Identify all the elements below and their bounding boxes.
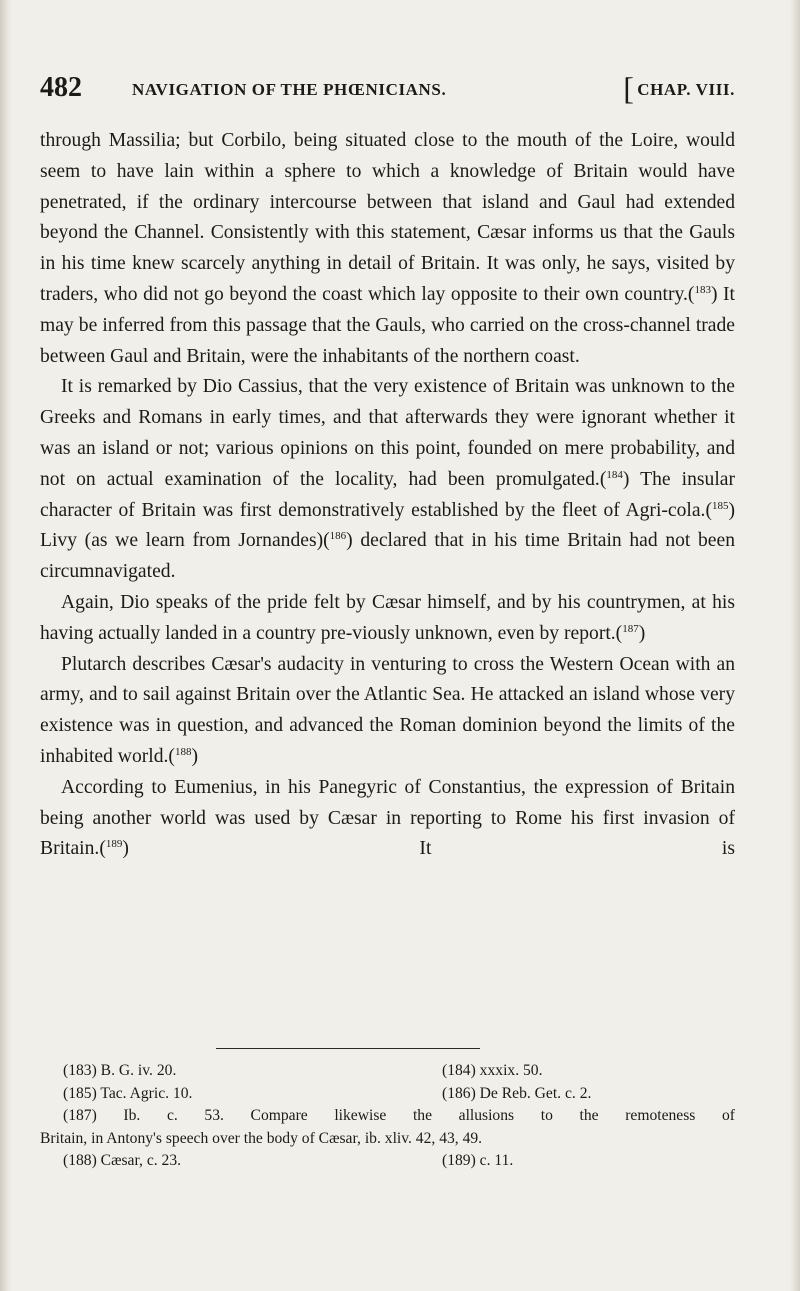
chapter-reference	[623, 70, 735, 106]
footnote-row	[40, 1150, 735, 1173]
running-title: NAVIGATION OF THE PHŒNICIANS.	[132, 80, 447, 99]
paragraph-5	[40, 773, 735, 865]
page-header	[40, 70, 735, 110]
footnote-184: (184) xxxix. 50.	[442, 1062, 543, 1079]
footnote-ref: 187	[622, 622, 639, 635]
main-text	[40, 126, 735, 865]
footnote-189: (189) c. 11.	[442, 1152, 514, 1169]
footnote-row	[40, 1083, 735, 1106]
text-run: It is remarked by Dio Cassius, that the very existence of Britain was unknown to the Greeks and Romans in early times, and that afterwards they were ignorant whether it was an island or not; various opinions on this point, founded on mere probability, and not on actual examination of the locality, had been promulgated.(	[40, 376, 735, 490]
text-run: )	[638, 622, 646, 644]
footnote-ref: 183	[694, 283, 711, 296]
text-run: ) Livy (as we learn from Jornandes)(	[40, 499, 735, 552]
footnote-187-line-2: Britain, in Antony's speech over the body of Cæsar, ib. xliv. 42, 43, 49.	[40, 1129, 483, 1147]
footnote-ref: 189	[105, 838, 123, 851]
text-run: )	[191, 745, 198, 767]
paragraph-3	[40, 588, 735, 650]
text-run: According to Eumenius, in his Panegyric of Constantius, the expression of Britain being another world was used by Cæsar in reporting to Rome his first invasion of Britain.(	[40, 776, 735, 860]
footnote-ref: 185	[711, 499, 729, 512]
page-left-shadow	[0, 0, 12, 1291]
text-run: ) The insular character of Britain was first demonstratively established by the fleet of Agri-cola.(	[40, 468, 735, 521]
page-right-edge	[790, 0, 800, 1291]
text-run: ) It may be inferred from this passage that the Gauls, who carried on the cross-channel trade between Gaul and Britain, were the inhabitants of the northern coast.	[40, 283, 735, 367]
paragraph-1	[40, 126, 735, 372]
footnote-183: (183) B. G. iv. 20.	[63, 1062, 177, 1079]
footnote-185: (185) Tac. Agric. 10.	[63, 1084, 193, 1102]
footnote-row	[40, 1060, 735, 1083]
text-run: through Massilia; but Corbilo, being situated close to the mouth of the Loire, would seem to have lain within a sphere to which a knowledge of Britain would have penetrated, if the ordinary intercourse between that island and Gaul had extended beyond the Channel. Consistently with this statement, Cæsar informs us that the Gauls in his time knew scarcely anything in detail of Britain. It was only, he says, visited by traders, who did not go beyond the coast which lay opposite to their own country.(	[40, 130, 735, 305]
footnotes	[40, 1060, 735, 1173]
footnote-ref: 184	[606, 468, 623, 481]
footnote-188: (188) Cæsar, c. 23.	[63, 1152, 182, 1169]
text-run: ) declared that in his time Britain had not been circumnavigated.	[40, 530, 736, 583]
footnote-187-line-1: (187) Ib. c. 53. Compare likewise the allusions to the remoteness of	[63, 1107, 735, 1124]
text-run: ) It is	[122, 838, 735, 860]
footnote-ref: 188	[174, 745, 192, 758]
chapter-label: CHAP. VIII.	[637, 80, 735, 99]
bracket-glyph: [	[623, 70, 635, 106]
page-number: 482	[40, 72, 82, 103]
text-run: Again, Dio speaks of the pride felt by Cæsar himself, and by his countrymen, at his having actually landed in a country pre-viously unknown, even by report.(	[40, 591, 735, 644]
paragraph-4	[40, 650, 735, 773]
paragraph-2	[40, 372, 735, 588]
text-run: Plutarch describes Cæsar's audacity in venturing to cross the Western Ocean with an army, and to sail against Britain over the Atlantic Sea. He attacked an island whose very existence was in question, and advanced the Roman dominion beyond the limits of the inhabited world.(	[40, 653, 735, 767]
footnote-ref: 186	[329, 530, 347, 543]
footnote-divider	[216, 1048, 480, 1049]
footnote-186: (186) De Reb. Get. c. 2.	[442, 1084, 592, 1102]
